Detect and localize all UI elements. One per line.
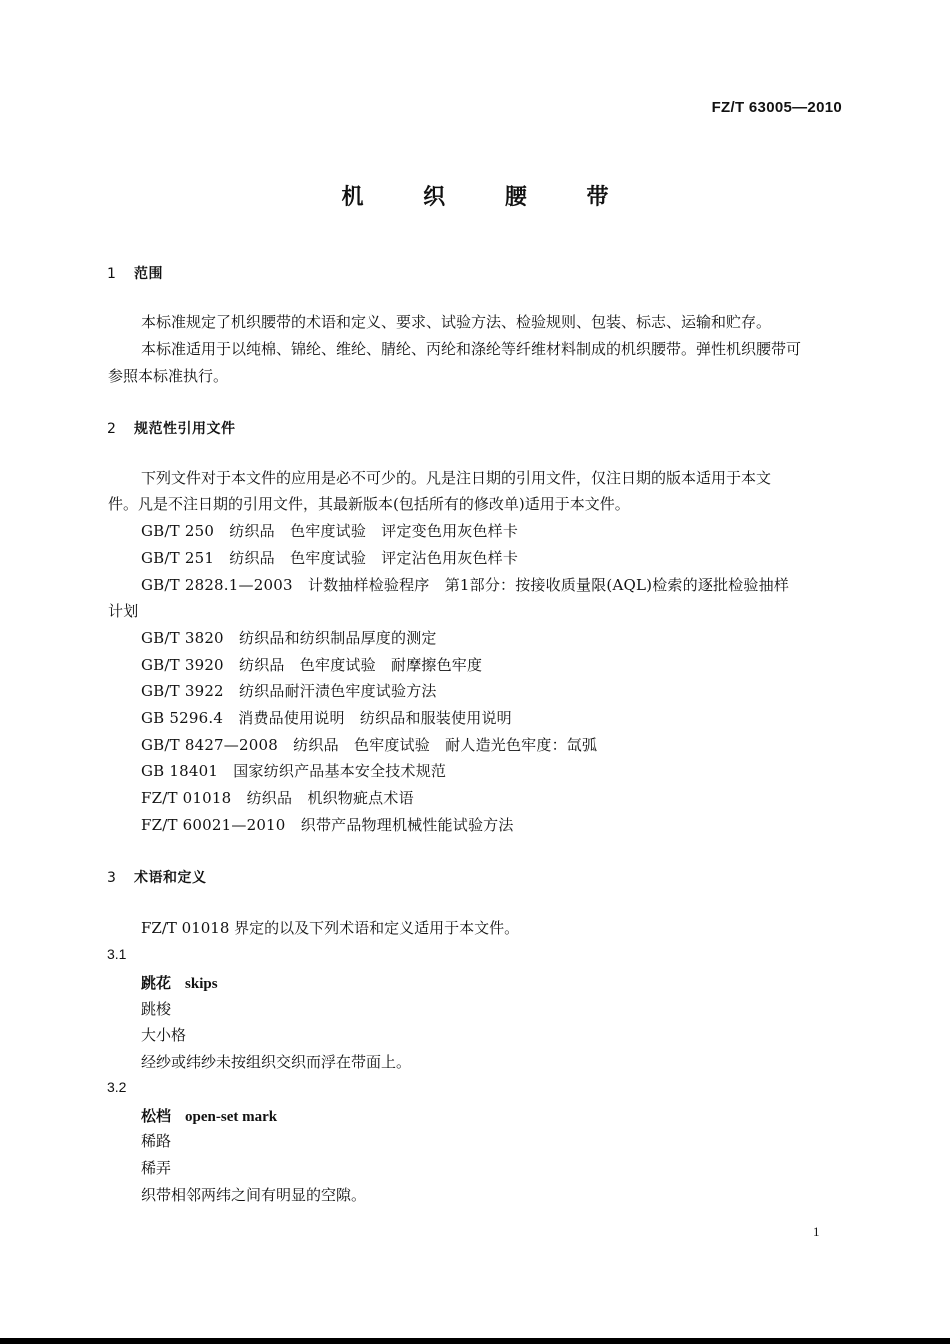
reference-item: FZ/T 60021—2010 织带产品物理机械性能试验方法 bbox=[141, 816, 514, 834]
reference-item: GB/T 8427—2008 纺织品 色牢度试验 耐人造光色牢度：氙弧 bbox=[141, 736, 598, 754]
term-english: open-set mark bbox=[185, 1109, 278, 1125]
term-chinese: 松档 bbox=[141, 1107, 172, 1125]
reference-item-continuation: 计划 bbox=[108, 602, 139, 620]
term-english: skips bbox=[185, 976, 218, 992]
term-number: 3.1 bbox=[107, 946, 127, 962]
reference-item: GB/T 2828.1—2003 计数抽样检验程序 第1部分：按接收质量限(AQL)检索的逐批检验抽样 bbox=[141, 576, 790, 594]
standard-code: FZ/T 63005—2010 bbox=[711, 99, 842, 116]
term-definition: 织带相邻两纬之间有明显的空隙。 bbox=[141, 1186, 367, 1204]
term-chinese: 跳花 bbox=[141, 974, 172, 992]
term-synonym: 稀弄 bbox=[141, 1159, 172, 1177]
reference-item: GB/T 250 纺织品 色牢度试验 评定变色用灰色样卡 bbox=[141, 522, 519, 540]
reference-item: GB/T 3920 纺织品 色牢度试验 耐摩擦色牢度 bbox=[141, 656, 483, 674]
section-1-heading bbox=[107, 263, 163, 283]
reference-item: GB 5296.4 消费品使用说明 纺织品和服装使用说明 bbox=[141, 709, 512, 727]
paragraph-continuation: 件。凡是不注日期的引用文件，其最新版本(包括所有的修改单)适用于本文件。 bbox=[108, 495, 630, 513]
paragraph: 本标准规定了机织腰带的术语和定义、要求、试验方法、检验规则、包装、标志、运输和贮存。 bbox=[141, 313, 772, 331]
term-number: 3.2 bbox=[107, 1079, 127, 1095]
section-number: 1 bbox=[107, 266, 117, 282]
term-definition: 经纱或纬纱未按组织交织而浮在带面上。 bbox=[141, 1053, 412, 1071]
reference-item: GB/T 251 纺织品 色牢度试验 评定沾色用灰色样卡 bbox=[141, 549, 519, 567]
reference-item: GB 18401 国家纺织产品基本安全技术规范 bbox=[141, 762, 447, 780]
term-heading bbox=[141, 1105, 277, 1126]
page-number: 1 bbox=[813, 1224, 820, 1239]
paragraph: 本标准适用于以纯棉、锦纶、维纶、腈纶、丙纶和涤纶等纤维材料制成的机织腰带。弹性机织腰带可 bbox=[141, 340, 802, 358]
section-2-heading bbox=[107, 418, 236, 438]
paragraph: FZ/T 01018 界定的以及下列术语和定义适用于本文件。 bbox=[141, 919, 520, 937]
section-title: 范围 bbox=[134, 266, 163, 282]
section-number: 3 bbox=[107, 870, 117, 886]
term-synonym: 大小格 bbox=[141, 1026, 187, 1044]
section-number: 2 bbox=[107, 421, 117, 437]
page-bottom-border bbox=[0, 1338, 950, 1344]
reference-item: GB/T 3820 纺织品和纺织制品厚度的测定 bbox=[141, 629, 437, 647]
term-heading bbox=[141, 972, 218, 993]
term-synonym: 跳梭 bbox=[141, 1000, 172, 1018]
term-synonym: 稀路 bbox=[141, 1132, 172, 1150]
reference-item: GB/T 3922 纺织品耐汗渍色牢度试验方法 bbox=[141, 682, 437, 700]
paragraph-continuation: 参照本标准执行。 bbox=[108, 367, 229, 385]
section-3-heading bbox=[107, 867, 207, 887]
reference-item: FZ/T 01018 纺织品 机织物疵点术语 bbox=[141, 789, 414, 807]
section-title: 术语和定义 bbox=[134, 870, 207, 886]
section-title: 规范性引用文件 bbox=[134, 421, 236, 437]
paragraph: 下列文件对于本文件的应用是必不可少的。凡是注日期的引用文件，仅注日期的版本适用于本文 bbox=[141, 469, 772, 487]
document-title: 机 织 腰 带 bbox=[341, 185, 635, 210]
